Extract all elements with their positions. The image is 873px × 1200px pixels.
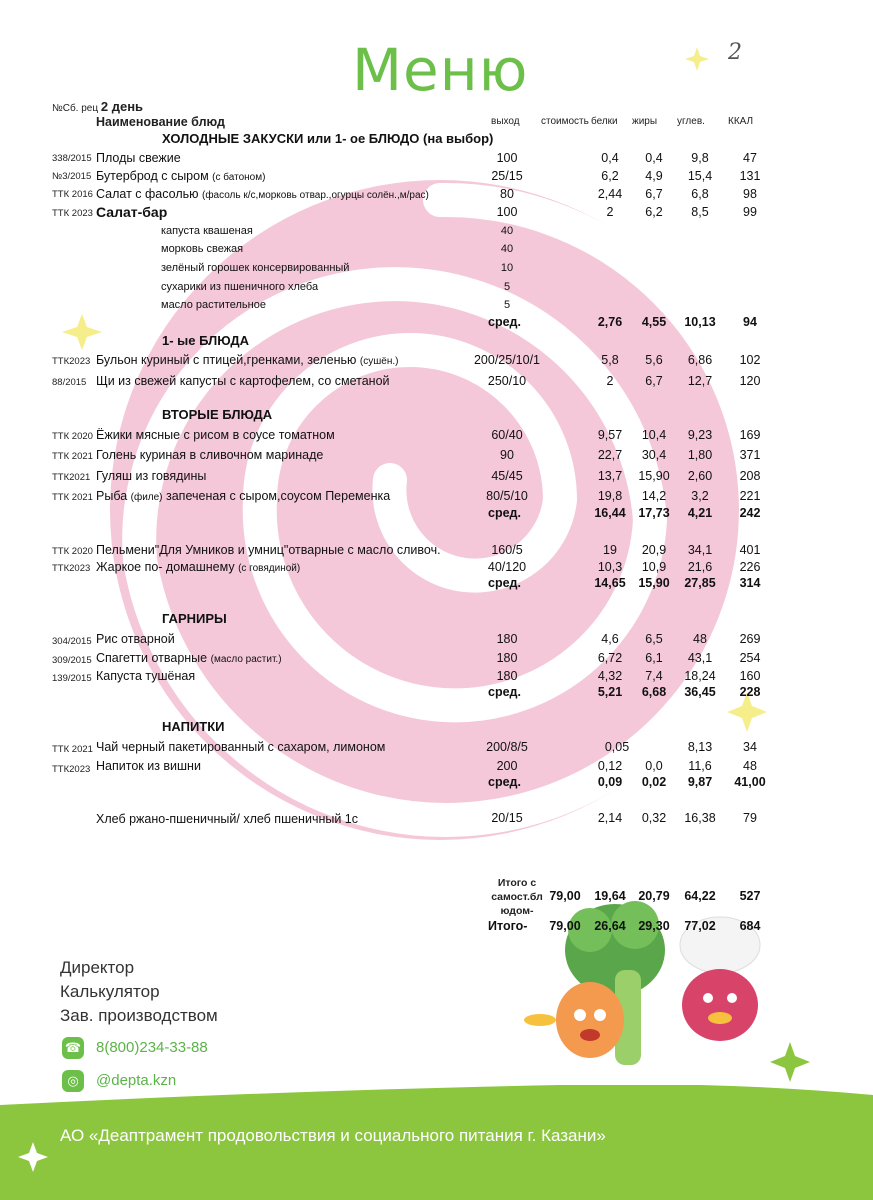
- organization-name: АО «Деаптрамент продовольствия и социального питания г. Казани»: [60, 1126, 606, 1145]
- avg-carb: 9,87: [687, 775, 713, 789]
- row-fat: 6,1: [645, 651, 663, 665]
- row-name: Напиток из вишни: [96, 759, 201, 773]
- row-name: Пельмени"Для Умников и умниц"отварные с масло сливоч.: [96, 543, 441, 557]
- row-kcal: 131: [739, 169, 761, 183]
- row-fat: 10,4: [641, 428, 667, 442]
- row-name: Салат-бар: [96, 204, 168, 220]
- row-name-text: Спагетти отварные: [96, 651, 208, 665]
- row-out: 160/5: [491, 543, 523, 557]
- row-carb: 16,38: [684, 811, 716, 825]
- staff-production-head: Зав. производством: [60, 1006, 218, 1025]
- row-carb: 1,80: [687, 448, 713, 462]
- row-fat: 6,2: [645, 205, 663, 219]
- row-code: ТТК 2020: [52, 431, 93, 442]
- row-name: Чай черный пакетированный с сахаром, лимоном: [96, 740, 386, 754]
- col-fat: жиры: [632, 116, 658, 127]
- row-note: (фасоль к/с,морковь отвар.,огурцы солён.,м/рас): [201, 190, 429, 201]
- row-out: 200/8/5: [486, 740, 528, 754]
- col-carb: углев.: [677, 116, 705, 127]
- row-fat: 14,2: [641, 489, 667, 503]
- totals-kcal: 527: [739, 889, 761, 903]
- row-protein: 19,8: [597, 489, 623, 503]
- totals-protein: 26,64: [594, 919, 626, 933]
- row-protein: 4,32: [597, 669, 623, 683]
- row-code: ТТК2023: [52, 356, 91, 367]
- totals-cost: 79,00: [549, 889, 581, 903]
- avg-protein: 2,76: [597, 315, 623, 329]
- row-name: Капуста тушёная: [96, 669, 196, 683]
- row-name: Плоды свежие: [96, 151, 181, 165]
- avg-label: сред.: [488, 506, 521, 520]
- row-name: [96, 187, 429, 201]
- totals-cost: 79,00: [549, 919, 581, 933]
- code-col-label: №Сб. рец: [52, 103, 99, 114]
- row-out: 20/15: [491, 811, 523, 825]
- row-note: (с батоном): [212, 172, 266, 183]
- section-title: ВТОРЫЕ БЛЮДА: [162, 407, 273, 422]
- row-fat: 10,9: [641, 560, 667, 574]
- subitem-name: зелёный горошек консервированный: [161, 262, 350, 274]
- col-protein: белки: [591, 116, 618, 127]
- row-carb: 18,24: [684, 669, 716, 683]
- row-code: 304/2015: [52, 636, 92, 647]
- row-protein: 22,7: [597, 448, 623, 462]
- avg-fat: 17,73: [638, 506, 670, 520]
- row-carb: 21,6: [687, 560, 713, 574]
- row-code: 88/2015: [52, 377, 87, 388]
- row-carb: 11,6: [688, 759, 712, 773]
- row-protein: 4,6: [601, 632, 619, 646]
- totals-fat: 29,30: [638, 919, 670, 933]
- row-name: Щи из свежей капусты с картофелем, со сметаной: [96, 374, 390, 388]
- avg-protein: 0,09: [597, 775, 623, 789]
- row-kcal: 208: [739, 469, 761, 483]
- row-note: (филе): [130, 492, 163, 503]
- totals-label: Итого-: [488, 919, 528, 933]
- section-title: 1- ые БЛЮДА: [162, 333, 249, 348]
- row-out: 40/120: [487, 560, 527, 574]
- row-name: [96, 651, 282, 665]
- row-kcal: 269: [739, 632, 761, 646]
- staff-director: Директор: [60, 958, 135, 977]
- row-name: [96, 353, 398, 367]
- col-cost: стоимость: [541, 116, 589, 127]
- row-code: ТТК 2016: [52, 189, 93, 200]
- row-name-text: Бульон куриный с птицей,гренками, зеленью: [96, 353, 357, 367]
- subitem-name: капуста квашеная: [161, 225, 253, 237]
- row-protein: 2: [606, 374, 614, 388]
- subitem-out: 5: [503, 299, 511, 311]
- section-title: ХОЛОДНЫЕ ЗАКУСКИ или 1- ое БЛЮДО (на выбор): [162, 131, 494, 146]
- row-note: (сушён.): [359, 356, 399, 367]
- row-carb: 9,8: [691, 151, 709, 165]
- sparkle-icon: [768, 1040, 812, 1084]
- avg-protein: 5,21: [597, 685, 623, 699]
- sparkle-icon: [16, 1140, 50, 1174]
- subitem-out: 40: [500, 243, 514, 255]
- avg-protein: 16,44: [594, 506, 626, 520]
- row-kcal: 221: [739, 489, 761, 503]
- row-carb: 2,60: [687, 469, 713, 483]
- avg-protein: 14,65: [594, 576, 626, 590]
- row-fat: 20,9: [641, 543, 667, 557]
- menu-title: Меню: [352, 36, 529, 104]
- row-kcal: 102: [739, 353, 761, 367]
- row-out: 250/10: [487, 374, 527, 388]
- header-code-col: [52, 99, 143, 114]
- row-code: ТТК2023: [52, 764, 91, 775]
- row-fat: 5,6: [645, 353, 663, 367]
- row-code: 309/2015: [52, 655, 92, 666]
- avg-kcal: 41,00: [734, 775, 766, 789]
- row-name: Гуляш из говядины: [96, 469, 207, 483]
- row-carb: 8,13: [687, 740, 713, 754]
- row-code: 338/2015: [52, 153, 92, 164]
- row-protein: 6,2: [601, 169, 619, 183]
- row-protein: 2,14: [597, 811, 623, 825]
- row-protein: 0,12: [597, 759, 623, 773]
- row-code: ТТК 2020: [52, 546, 93, 557]
- row-kcal: 169: [739, 428, 761, 442]
- row-fat: 4,9: [645, 169, 663, 183]
- staff-calculator: Калькулятор: [60, 982, 160, 1001]
- col-out: выход: [491, 116, 520, 127]
- row-protein: 0,05: [604, 740, 630, 754]
- row-out: 100: [496, 151, 518, 165]
- row-out: 200/25/10/1: [473, 353, 541, 367]
- row-code: ТТК 2023: [52, 208, 93, 219]
- row-protein: 5,8: [601, 353, 619, 367]
- row-out: 80: [500, 187, 514, 201]
- avg-label: сред.: [488, 685, 521, 699]
- row-carb: 9,23: [687, 428, 713, 442]
- row-kcal: 226: [739, 560, 761, 574]
- row-name-text: запеченая с сыром,соусом Переменка: [166, 489, 391, 503]
- row-name-text: Жаркое по- домашнему: [96, 560, 235, 574]
- row-name: Ёжики мясные с рисом в соусе томатном: [96, 428, 335, 442]
- row-protein: 13,7: [597, 469, 623, 483]
- row-out: 60/40: [491, 428, 523, 442]
- row-note: (масло растит.): [210, 654, 282, 665]
- row-carb: 8,5: [691, 205, 709, 219]
- row-name-text: Рыба: [96, 489, 128, 503]
- row-code: №3/2015: [52, 171, 92, 182]
- row-carb: 6,86: [687, 353, 713, 367]
- row-fat: 6,5: [645, 632, 663, 646]
- row-fat: 15,90: [638, 469, 670, 483]
- avg-kcal: 94: [743, 315, 757, 329]
- totals-label: Итого с самост.бл юдом-: [491, 877, 543, 917]
- row-code: ТТК2021: [52, 472, 91, 483]
- subitem-out: 5: [503, 281, 511, 293]
- row-protein: 2,44: [597, 187, 623, 201]
- avg-kcal: 228: [739, 685, 761, 699]
- row-protein: 6,72: [597, 651, 623, 665]
- avg-kcal: 314: [739, 576, 761, 590]
- avg-carb: 36,45: [684, 685, 716, 699]
- day-label: 2 день: [100, 99, 144, 114]
- instagram-icon: ◎: [62, 1070, 84, 1092]
- header-name-col: Наименование блюд: [96, 115, 225, 129]
- subitem-name: масло растительное: [161, 299, 266, 311]
- avg-fat: 6,68: [641, 685, 667, 699]
- row-name: Рис отварной: [96, 632, 175, 646]
- row-code: 139/2015: [52, 673, 92, 684]
- section-title: НАПИТКИ: [162, 719, 225, 734]
- row-fat: 0,32: [641, 811, 667, 825]
- row-kcal: 48: [743, 759, 757, 773]
- row-protein: 19: [603, 543, 617, 557]
- row-out: 25/15: [491, 169, 523, 183]
- row-fat: 6,7: [645, 374, 663, 388]
- row-code: ТТК 2021: [52, 451, 93, 462]
- row-name: Голень куриная в сливочном маринаде: [96, 448, 324, 462]
- row-out: 90: [500, 448, 514, 462]
- subitem-out: 10: [500, 262, 514, 274]
- row-name: [96, 560, 300, 574]
- row-out: 180: [496, 669, 518, 683]
- totals-protein: 19,64: [594, 889, 626, 903]
- row-out: 180: [496, 651, 518, 665]
- row-protein: 9,57: [597, 428, 623, 442]
- row-name: [96, 489, 390, 503]
- totals-kcal: 684: [739, 919, 761, 933]
- totals-carb: 64,22: [684, 889, 716, 903]
- avg-carb: 10,13: [684, 315, 716, 329]
- phone-link[interactable]: 8(800)234-33-88: [96, 1039, 208, 1056]
- section-title: ГАРНИРЫ: [162, 611, 227, 626]
- row-fat: 0,4: [645, 151, 663, 165]
- row-kcal: 79: [743, 811, 757, 825]
- row-out: 80/5/10: [486, 489, 528, 503]
- row-note: (с говядиной): [238, 563, 301, 574]
- row-name: [96, 169, 265, 183]
- row-name-text: Бутерброд с сыром: [96, 169, 209, 183]
- avg-kcal: 242: [739, 506, 761, 520]
- avg-label: сред.: [488, 576, 521, 590]
- col-kcal: ККАЛ: [728, 116, 754, 127]
- totals-fat: 20,79: [638, 889, 670, 903]
- page-number: 2: [728, 40, 742, 65]
- row-carb: 43,1: [687, 651, 713, 665]
- row-name-text: Салат с фасолью: [96, 187, 199, 201]
- row-kcal: 254: [739, 651, 761, 665]
- row-name: Хлеб ржано-пшеничный/ хлеб пшеничный 1с: [96, 812, 358, 826]
- row-protein: 10,3: [597, 560, 623, 574]
- row-out: 100: [496, 205, 518, 219]
- row-kcal: 160: [739, 669, 761, 683]
- avg-carb: 27,85: [684, 576, 716, 590]
- avg-fat: 4,55: [641, 315, 667, 329]
- row-carb: 3,2: [691, 489, 709, 503]
- avg-label: сред.: [488, 775, 521, 789]
- row-carb: 48: [693, 632, 707, 646]
- row-kcal: 47: [743, 151, 757, 165]
- row-fat: 6,7: [645, 187, 663, 201]
- row-out: 200: [496, 759, 518, 773]
- row-carb: 6,8: [691, 187, 709, 201]
- avg-label: сред.: [488, 315, 521, 329]
- row-kcal: 401: [739, 543, 761, 557]
- row-code: ТТК2023: [52, 563, 91, 574]
- row-kcal: 34: [743, 740, 757, 754]
- row-kcal: 99: [743, 205, 757, 219]
- row-protein: 0,4: [601, 151, 619, 165]
- sparkle-icon: [684, 46, 710, 72]
- subitem-out: 40: [500, 225, 514, 237]
- row-carb: 12,7: [687, 374, 713, 388]
- avg-carb: 4,21: [687, 506, 713, 520]
- row-protein: 2: [606, 205, 614, 219]
- row-kcal: 371: [739, 448, 761, 462]
- avg-fat: 0,02: [641, 775, 667, 789]
- phone-icon: ☎: [62, 1037, 84, 1059]
- row-kcal: 120: [739, 374, 761, 388]
- row-kcal: 98: [743, 187, 757, 201]
- subitem-name: сухарики из пшеничного хлеба: [161, 281, 319, 293]
- instagram-link[interactable]: @depta.kzn: [96, 1072, 177, 1089]
- row-out: 45/45: [491, 469, 523, 483]
- row-carb: 34,1: [687, 543, 713, 557]
- row-out: 180: [496, 632, 518, 646]
- subitem-name: морковь свежая: [161, 243, 244, 255]
- row-code: ТТК 2021: [52, 744, 93, 755]
- row-code: ТТК 2021: [52, 492, 93, 503]
- row-fat: 0,0: [645, 759, 663, 773]
- row-carb: 15,4: [687, 169, 713, 183]
- totals-carb: 77,02: [684, 919, 716, 933]
- row-fat: 30,4: [641, 448, 667, 462]
- avg-fat: 15,90: [638, 576, 670, 590]
- row-fat: 7,4: [645, 669, 663, 683]
- sparkle-icon: [60, 312, 104, 352]
